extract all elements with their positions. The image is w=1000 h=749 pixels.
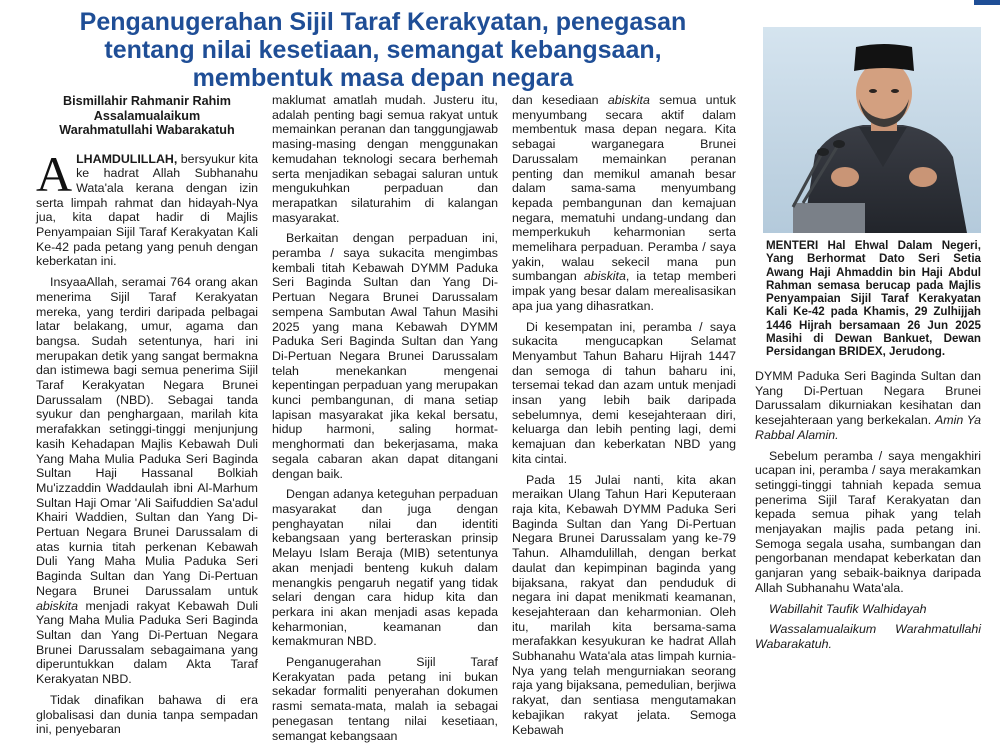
salutation-line-3: Warahmatullahi Wabarakatuh [59, 123, 235, 137]
paragraph: Berkaitan dengan perpaduan ini, peramba / saya sukacita mengimbas kembali titah Kebawah DYMM Paduka Seri Baginda Sultan dan Yang Di-Pertuan Negara Brunei Darussalam sempena Sambutan Awal Tahun Masihi 2025 yang mana Kebawah DYMM Paduka Seri Baginda Sultan dan Yang Di-Pertuan Negara Brunei Darussalam telah menekankan mengenai kepentingan perpaduan yang merupakan kunci pembangunan, di mana setiap lapisan masyarakat jika kekal bersatu, hidup harmoni, saling hormat-menghormati dan bekerjasama, maka segala cabaran akan dapat ditangani dengan baik. [272, 231, 498, 481]
minister-photo [763, 27, 981, 233]
paragraph [512, 93, 736, 314]
paragraph: Sebelum peramba / saya mengakhiri ucapan ini, peramba / saya merakamkan setinggi-tinggi tahniah kepada semua penerima Sijil Taraf Kerakyatan dan kepada semua pihak yang telah menjayakan majlis pada petang ini. Semoga segala usaha, sumbangan dan pengorbanan mendapat keberkatan dan ganjaran yang sebaik-baiknya daripada Allah Subhanahu Wata'ala. [755, 448, 981, 595]
salutation-line-2: Assalamualaikum [93, 108, 201, 123]
paragraph: maklumat amatlah mudah. Justeru itu, adalah penting bagi semua rakyat untuk memainkan peranan dan tanggungjawab masing-masing dengan menggunakan kemudahan teknologi secara berhemah serta menjadikan sebagai saluran untuk mengukuhkan perpaduan dan merapatkan silaturahim di kalangan masyarakat. [272, 93, 498, 225]
headline-line-2: tentang nilai kesetiaan, semangat kebangsaan, [104, 36, 662, 64]
paragraph: Di kesempatan ini, peramba / saya sukacita mengucapkan Selamat Menyambut Tahun Baharu Hijrah 1447 dan semoga di tahun baharu ini, tersemai tekad dan azam untuk menjadi insan yang lebih baik daripada sebelumnya, demi kesejahteraan diri, keluarga dan lebih penting lagi, demi kemajuan dan keberkatan NBD yang kita cintai. [512, 319, 736, 466]
salutation-line-1: Bismillahir Rahmanir Rahim [63, 94, 231, 108]
paragraph: Dengan adanya keteguhan perpaduan masyarakat dan juga dengan penghayatan nilai dan identiti kebangsaan yang berteraskan prinsip Melayu Islam Beraja (MIB) setentunya akan menjadi benteng kukuh dalam menangkis pengaruh negatif yang tidak selari dengan cara hidup kita dan perkara ini akan menjadi asas kepada keharmonian, keamanan dan kemakmuran NBD. [272, 487, 498, 649]
paragraph-text: menjadi rakyat Kebawah Duli Yang Maha Mulia Paduka Seri Baginda Sultan dan Yang Di-Pertuan Negara Brunei Darussalam sebagaimana yang diperuntukkan dalam Akta Taraf Kerakyatan NBD. [36, 598, 258, 687]
paragraph: Pada 15 Julai nanti, kita akan meraikan Ulang Tahun Hari Keputeraan raja kita, Kebawah DYMM Paduka Seri Baginda Sultan dan Yang Di-Pertuan Negara Brunei Darussalam yang ke-79 Tahun. Alhamdulillah, dengan berkat daulat dan kepimpinan baginda yang bijaksana, rakyat dan penduduk di negara ini dapat menikmati keamanan, kesejahteraan dan keharmonian. Oleh itu, marilah kita bersama-sama merafakkan kesyukuran ke hadrat Allah Subhanahu Wata'ala atas limpah kurnia-Nya yang telah mengurniakan seorang raja yang bijaksana, pemedulian, berjiwa rakyat, dan sentiasa mengutamakan kebajikan rakyat jelata. Semoga Kebawah [512, 472, 736, 737]
article-column-4 [755, 369, 981, 658]
article-column-1 [36, 94, 258, 743]
paragraph [755, 369, 981, 443]
headline [22, 8, 744, 92]
italic-term: Amin Ya Rabbal Alamin. [755, 413, 981, 442]
paragraph-text: semua untuk menyumbang secara aktif dalam membentuk masa depan negara. Kita sebagai warganegara Brunei Darussalam memainkan peranan penting dan memikul amanah besar dalam sama-sama menyumbang kepada pembangunan dan kemajuan negara, mematuhi undang-undang dan memperkukuh keharmonian serta memelihara perpaduan. Peramba / saya yakin, walau sekecil mana pun sumbangan [512, 93, 736, 284]
italic-term: abiskita [583, 269, 626, 284]
paragraph-text: , ia tetap memberi impak yang besar dalam merealisasikan apa jua yang dihasratkan. [512, 269, 736, 313]
italic-term: abiskita [607, 93, 650, 107]
minister-photo-illustration [763, 27, 981, 233]
headline-line-1: Penganugerahan Sijil Taraf Kerakyatan, penegasan [79, 8, 687, 36]
top-bar [0, 0, 1000, 5]
paragraph-text: InsyaaAllah, seramai 764 orang akan menerima Sijil Taraf Kerakyatan mereka, yang terdiri daripada pelbagai latar belakang, umur, agama dan bangsa. Sudah setentunya, hari ini merupakan detik yang sangat bermakna dan istimewa bagi semua penerima Sijil Taraf Kerakyatan Negara Brunei Darussalam (NBD). Sebagai tanda syukur dan penghargaan, marilah kita merafakkan setinggi-tinggi menjunjung kasih Kehadapan Majlis Kebawah Duli Yang Maha Mulia Paduka Seri Baginda Sultan Haji Hassanal Bolkiah Mu'izzaddin Waddaulah ibni Al-Marhum Sultan Haji Omar 'Ali Saifuddien Sa'adul Khairi Waddien, Sultan dan Yang Di-Pertuan Negara Brunei Darussalam di atas kurnia titah perkenan Kebawah Duli Yang Maha Mulia Paduka Seri Baginda Sultan dan Yang Di-Pertuan Negara Brunei Darussalam untuk [36, 275, 258, 598]
headline-line-3: membentuk masa depan negara [192, 64, 574, 92]
paragraph-text: dan kesediaan [512, 93, 608, 107]
paragraph [36, 145, 258, 270]
paragraph-text: DYMM Paduka Seri Baginda Sultan dan Yang Di-Pertuan Negara Brunei Darussalam dikurniakan kesihatan dan kesejahteraan yang berkekalan. [755, 369, 981, 428]
salutation [36, 94, 258, 138]
corner-tab [974, 0, 1000, 5]
paragraph-text: bersyukur kita ke hadrat Allah Subhanahu Wata'ala kerana dengan izin serta limpah rahmat dan hidayah-Nya jua, kita dapat hadir di Majlis Penyampaian Sijil Taraf Kerakyatan Kali Ke-42 pada petang yang penuh dengan keberkatan ini. [36, 151, 258, 269]
article-column-2 [272, 93, 498, 749]
closing-line: Wassalamualaikum Warahmatullahi Wabarakatuh. [755, 622, 981, 651]
closing-line: Wabillahit Taufik Walhidayah [769, 601, 927, 616]
paragraph [36, 275, 258, 687]
drop-cap: A [36, 145, 73, 202]
paragraph: Penganugerahan Sijil Taraf Kerakyatan pada petang ini bukan sekadar formaliti penyerahan dokumen rasmi semata-mata, malah ia sebagai penegasan tentang nilai kesetiaan, semangat kebangsaan [272, 655, 498, 743]
lead-word: LHAMDULILLAH, [76, 151, 178, 166]
article-column-3 [512, 93, 736, 743]
paragraph: Tidak dinafikan bahawa di era globalisasi dan dunia tanpa sempadan ini, penyebaran [36, 692, 258, 737]
italic-term: abiskita [36, 598, 79, 613]
photo-caption: MENTERI Hal Ehwal Dalam Negeri, Yang Berhormat Dato Seri Setia Awang Haji Ahmaddin bin Haji Abdul Rahman semasa berucap pada Majlis Penyampaian Sijil Taraf Kerakyatan Kali Ke-42 pada Khamis, 29 Zulhijjah 1446 Hijrah bersamaan 26 Jun 2025 Masihi di Dewan Bankuet, Dewan Persidangan BRIDEX, Jerudong. [766, 239, 981, 359]
